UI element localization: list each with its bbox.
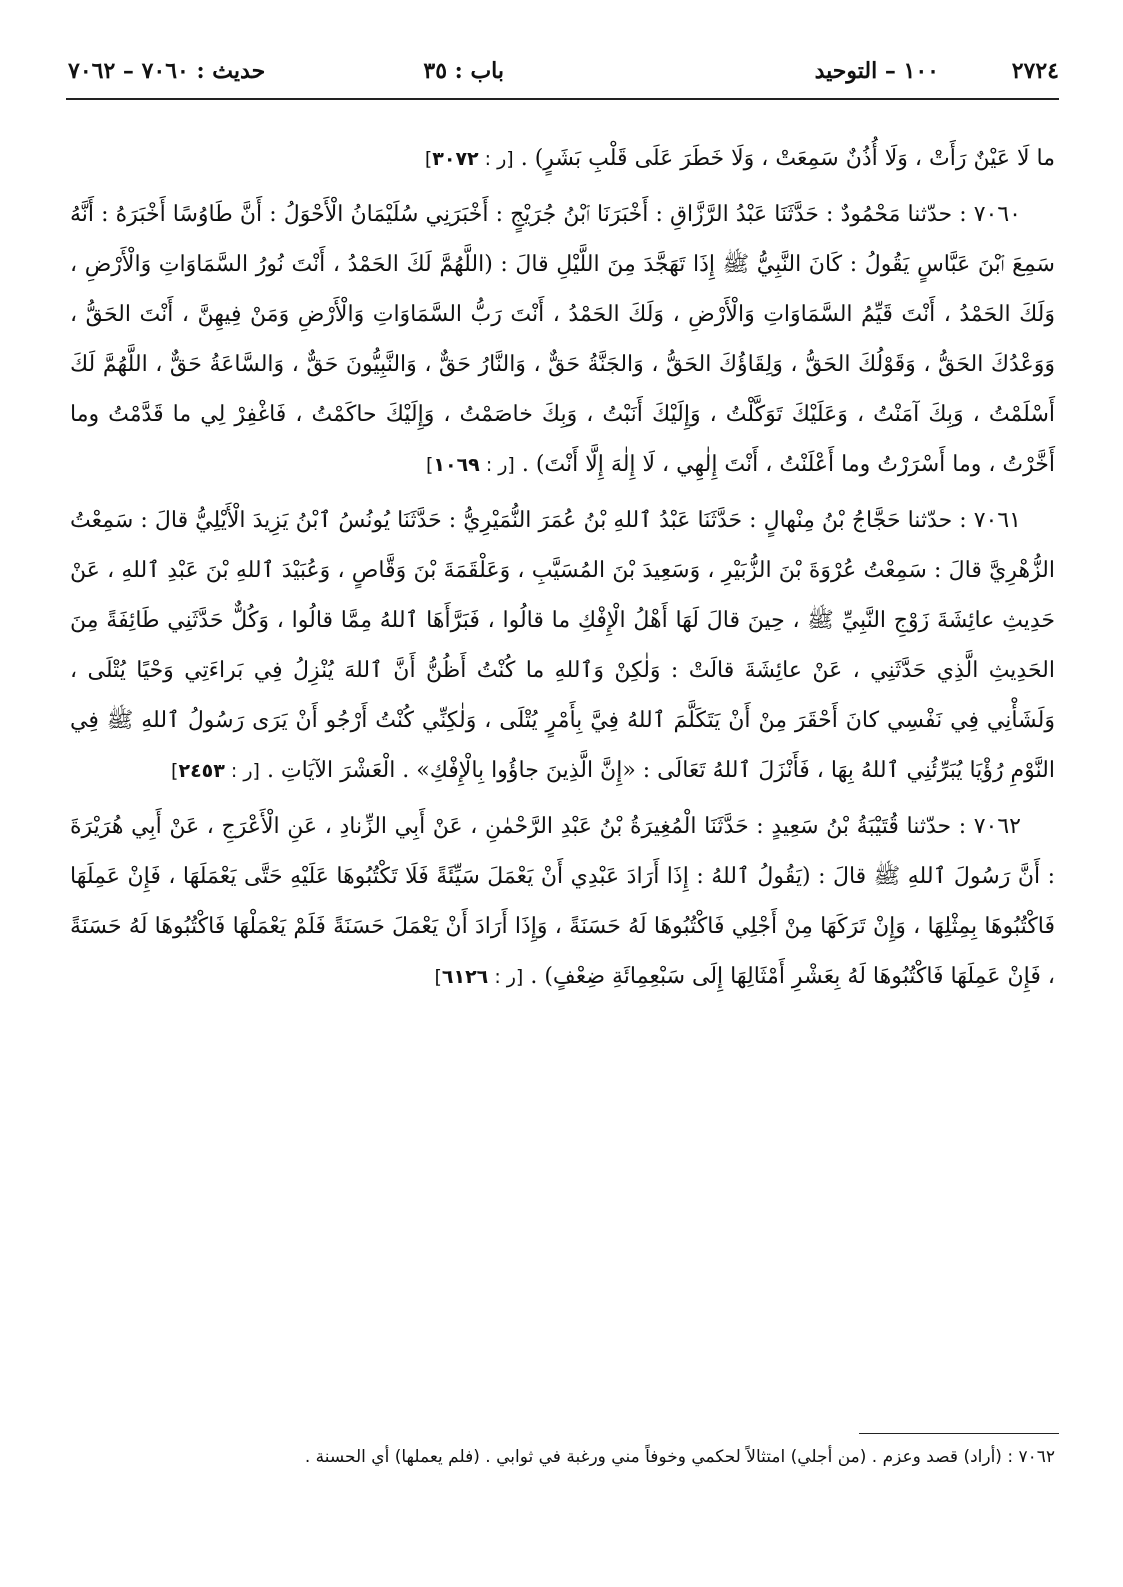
cross-reference: [ر : ١٠٦٩] bbox=[425, 454, 515, 476]
chapter-number: باب : ٣٥ bbox=[423, 58, 504, 84]
paragraph-continuation bbox=[70, 134, 1055, 184]
footnote: ٧٠٦٢ : (أراد) قصد وعزم . (من أجلي) امتثالاً لحكمي وخوفاً مني ورغبة في ثوابي . (فلم يعملها) أي الحسنة . bbox=[304, 1447, 1055, 1467]
paragraph-text: ٧٠٦٠ : حدّثنا مَحْمُودٌ : حَدَّثَنَا عَبْدُ الرَّزَّاقِ : أَخْبَرَنَا ٱبْنُ جُرَيْجٍ : أَخْبَرَنِي سُلَيْمَانُ الْأَحْوَلُ : أَنَّ طَاوُسًا أَخْبَرَهُ : أَنَّهُ سَمِعَ ٱبْنَ عَبَّاسٍ يَقُولُ : كَانَ النَّبِيُّ ﷺ إِذَا تَهَجَّدَ مِنَ اللَّيْلِ قالَ : (اللَّهُمَّ لَكَ الحَمْدُ ، أَنْتَ نُورُ السَّمَاوَاتِ وَالْأَرْضِ ، وَلَكَ الحَمْدُ ، أَنْتَ قَيِّمُ السَّمَاوَاتِ وَالْأَرْضِ ، وَلَكَ الحَمْدُ ، أَنْتَ رَبُّ السَّمَاوَاتِ وَالْأَرْضِ وَمَنْ فِيهِنَّ ، أَنْتَ الحَقُّ ، وَوَعْدُكَ الحَقُّ ، وَقَوْلُكَ الحَقُّ ، وَلِقَاؤُكَ الحَقُّ ، وَالجَنَّةُ حَقٌّ ، وَالنَّارُ حَقٌّ ، وَالنَّبِيُّونَ حَقٌّ ، وَالسَّاعَةُ حَقٌّ ، اللَّهُمَّ لَكَ أَسْلَمْتُ ، وَبِكَ آمَنْتُ ، وَعَلَيْكَ تَوَكَّلْتُ ، وَإِلَيْكَ أَنَبْتُ ، وَبِكَ خاصَمْتُ ، وَإِلَيْكَ حاكَمْتُ ، فَاغْفِرْ لِي ما قَدَّمْتُ وما أَخَّرْتُ ، وما أَسْرَرْتُ وما أَعْلَنْتُ ، أَنْتَ إِلٰهِي ، لَا إِلٰهَ إِلَّا أَنْتَ) . bbox=[70, 202, 1055, 477]
footnote-rule bbox=[859, 1433, 1059, 1434]
hadith-7060 bbox=[70, 190, 1055, 490]
cross-reference: [ر : ٢٤٥٣] bbox=[171, 760, 260, 782]
paragraph-text: ما لَا عَيْنٌ رَأَتْ ، وَلَا أُذُنٌ سَمِعَتْ ، وَلَا خَطَرَ عَلَى قَلْبِ بَشَرٍ) . bbox=[520, 146, 1055, 171]
paragraph-text: ٧٠٦٢ : حدّثنا قُتَيْبَةُ بْنُ سَعِيدٍ : حَدَّثَنَا الْمُغِيرَةُ بْنُ عَبْدِ الرَّحْمٰنِ ، عَنْ أَبِي الزِّنادِ ، عَنِ الْأَعْرَجِ ، عَنْ أَبِي هُرَيْرَةَ : أَنَّ رَسُولَ ٱللهِ ﷺ قالَ : (يَقُولُ ٱللهُ : إِذَا أَرَادَ عَبْدِي أَنْ يَعْمَلَ سَيِّئَةً فَلَا تَكْتُبُوهَا عَلَيْهِ حَتَّى يَعْمَلَهَا ، فَإِنْ عَمِلَهَا فَاكْتُبُوهَا بِمِثْلِهَا ، وَإِنْ تَرَكَهَا مِنْ أَجْلِي فَاكْتُبُوهَا لَهُ حَسَنَةً ، وَإِذَا أَرَادَ أَنْ يَعْمَلَ حَسَنَةً فَلَمْ يَعْمَلْهَا فَاكْتُبُوهَا لَهُ حَسَنَةً ، فَإِنْ عَمِلَهَا فَاكْتُبُوهَا لَهُ بِعَشْرِ أَمْثَالِهَا إِلَى سَبْعِمِائَةِ ضِعْفٍ) . bbox=[70, 814, 1055, 989]
running-header bbox=[68, 52, 1059, 96]
page-number: ٢٧٢٤ bbox=[1011, 58, 1059, 84]
hadith-7061 bbox=[70, 496, 1055, 796]
paragraph-text: ٧٠٦١ : حدّثنا حَجَّاجُ بْنُ مِنْهالٍ : حَدَّثَنَا عَبْدُ ٱللهِ بْنُ عُمَرَ النُّمَيْرِيُّ : حَدَّثَنَا يُونُسُ ٱبْنُ يَزِيدَ الْأَيْلِيُّ قالَ : سَمِعْتُ الزُّهْرِيَّ قالَ : سَمِعْتُ عُرْوَةَ بْنَ الزُّبَيْرِ ، وَسَعِيدَ بْنَ المُسَيَّبِ ، وَعَلْقَمَةَ بْنَ وَقَّاصٍ ، وَعُبَيْدَ ٱللهِ بْنَ عَبْدِ ٱللهِ ، عَنْ حَدِيثِ عائِشَةَ زَوْجِ النَّبِيِّ ﷺ ، حِينَ قالَ لَهَا أَهْلُ الْإِفْكِ ما قالُوا ، فَبَرَّأَهَا ٱللهُ مِمَّا قالُوا ، وَكُلٌّ حَدَّثَنِي طَائِفَةً مِنَ الحَدِيثِ الَّذِي حَدَّثَنِي ، عَنْ عائِشَةَ قالَتْ : وَلٰكِنْ وَٱللهِ ما كُنْتُ أَظُنُّ أَنَّ ٱللهَ يُنْزِلُ فِي بَراءَتِي وَحْيًا يُتْلَى ، وَلَشَأْنِي فِي نَفْسِي كانَ أَحْقَرَ مِنْ أَنْ يَتَكَلَّمَ ٱللهُ فِيَّ بِأَمْرٍ يُتْلَى ، وَلٰكِنِّي كُنْتُ أَرْجُو أَنْ يَرَى رَسُولُ ٱللهِ ﷺ فِي النَّوْمِ رُؤْيَا يُبَرِّئُنِي ٱللهُ بِهَا ، فَأَنْزَلَ ٱللهُ تَعَالَى : «إِنَّ الَّذِينَ جاؤُوا بِالْإِفْكِ» . الْعَشْرَ الآيَاتِ . bbox=[70, 508, 1055, 783]
cross-reference: [ر : ٣٠٧٢] bbox=[424, 148, 514, 170]
hadith-7062 bbox=[70, 802, 1055, 1002]
cross-reference: [ر : ٦١٢٦] bbox=[434, 966, 524, 988]
main-text bbox=[70, 134, 1055, 1008]
header-rule bbox=[66, 98, 1059, 100]
hadith-range: حديث : ٧٠٦٠ – ٧٠٦٢ bbox=[68, 58, 266, 84]
book-title: ١٠٠ – التوحيد bbox=[814, 58, 939, 84]
